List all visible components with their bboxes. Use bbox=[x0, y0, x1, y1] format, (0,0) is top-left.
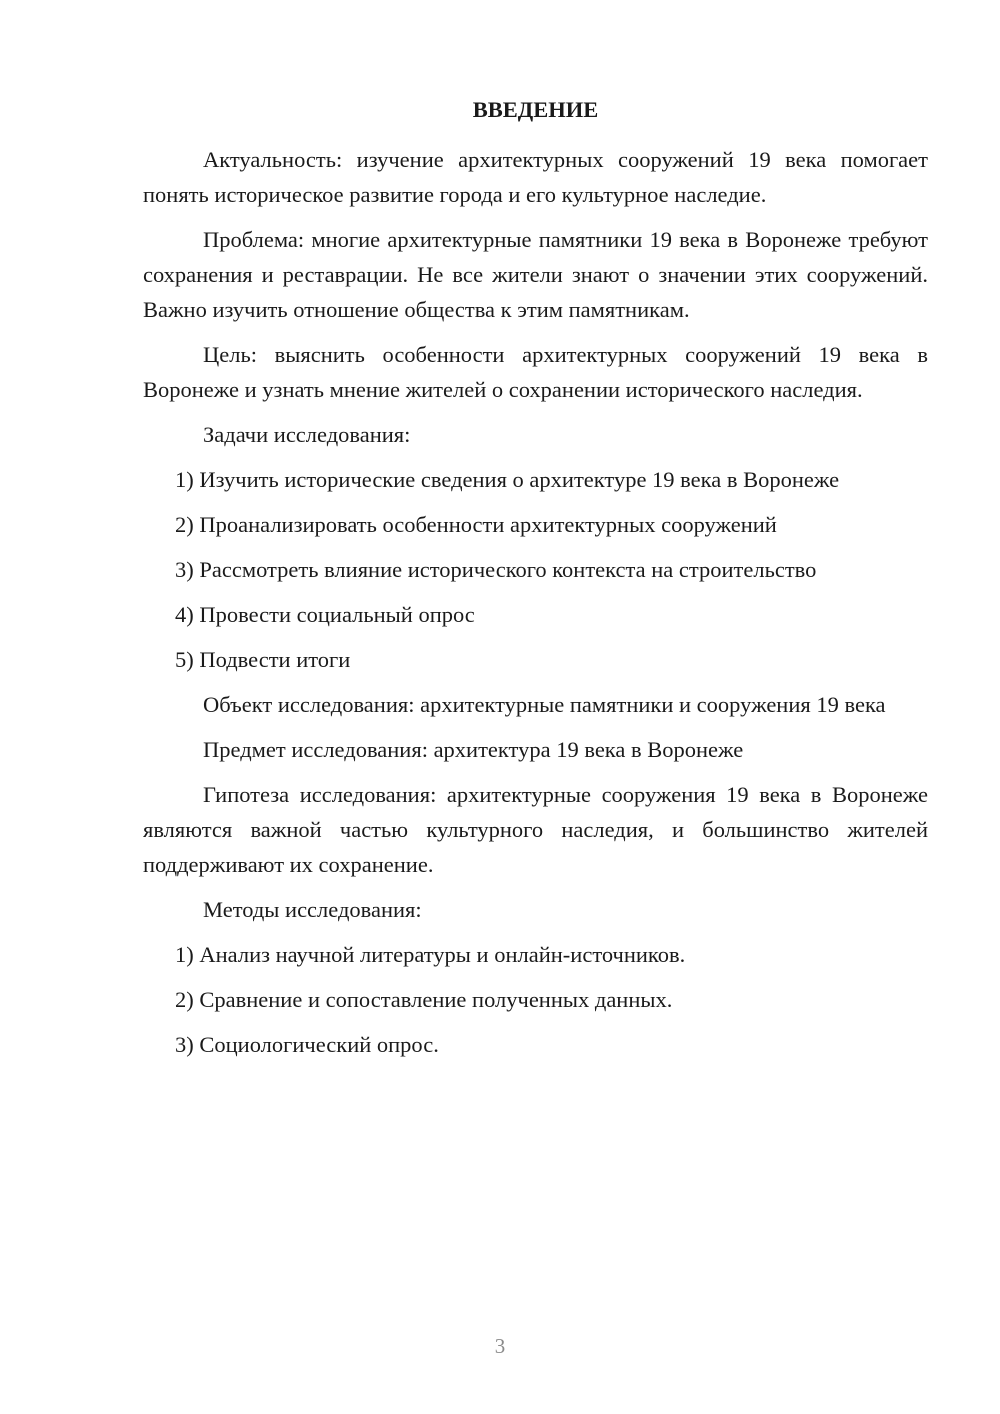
method-item: 2) Сравнение и сопоставление полученных данных. bbox=[175, 987, 673, 1012]
goal-paragraph: Цель: выяснить особенности архитектурных сооружений 19 века в Воронеже и узнать мнение жителей о сохранении исторического наследия. bbox=[143, 342, 928, 402]
tasks-list bbox=[143, 462, 928, 677]
hypothesis-paragraph: Гипотеза исследования: архитектурные сооружения 19 века в Воронеже являются важной частью культурного наследия, и большинство жителей поддерживают их сохранение. bbox=[143, 782, 928, 877]
document-page bbox=[143, 95, 928, 1072]
task-item: 1) Изучить исторические сведения о архитектуре 19 века в Воронеже bbox=[175, 467, 840, 492]
task-item: 2) Проанализировать особенности архитектурных сооружений bbox=[175, 512, 777, 537]
tasks-heading: Задачи исследования: bbox=[203, 422, 411, 447]
problem-paragraph: Проблема: многие архитектурные памятники 19 века в Воронеже требуют сохранения и реставрации. Не все жители знают о значении этих сооружений. Важно изучить отношение общества к этим памятникам. bbox=[143, 227, 928, 322]
subject-paragraph: Предмет исследования: архитектура 19 века в Воронеже bbox=[203, 737, 744, 762]
task-item: 4) Провести социальный опрос bbox=[175, 602, 475, 627]
relevance-paragraph: Актуальность: изучение архитектурных сооружений 19 века помогает понять историческое развитие города и его культурное наследие. bbox=[143, 147, 928, 207]
task-item: 3) Рассмотреть влияние исторического контекста на строительство bbox=[175, 557, 817, 582]
page-title: ВВЕДЕНИЕ bbox=[472, 97, 599, 122]
object-paragraph: Объект исследования: архитектурные памятники и сооружения 19 века bbox=[203, 692, 886, 717]
method-item: 3) Социологический опрос. bbox=[175, 1032, 439, 1057]
methods-list bbox=[143, 937, 928, 1062]
page-number: 3 bbox=[494, 1334, 506, 1358]
method-item: 1) Анализ научной литературы и онлайн-источников. bbox=[175, 942, 686, 967]
methods-heading: Методы исследования: bbox=[203, 897, 422, 922]
task-item: 5) Подвести итоги bbox=[175, 647, 351, 672]
